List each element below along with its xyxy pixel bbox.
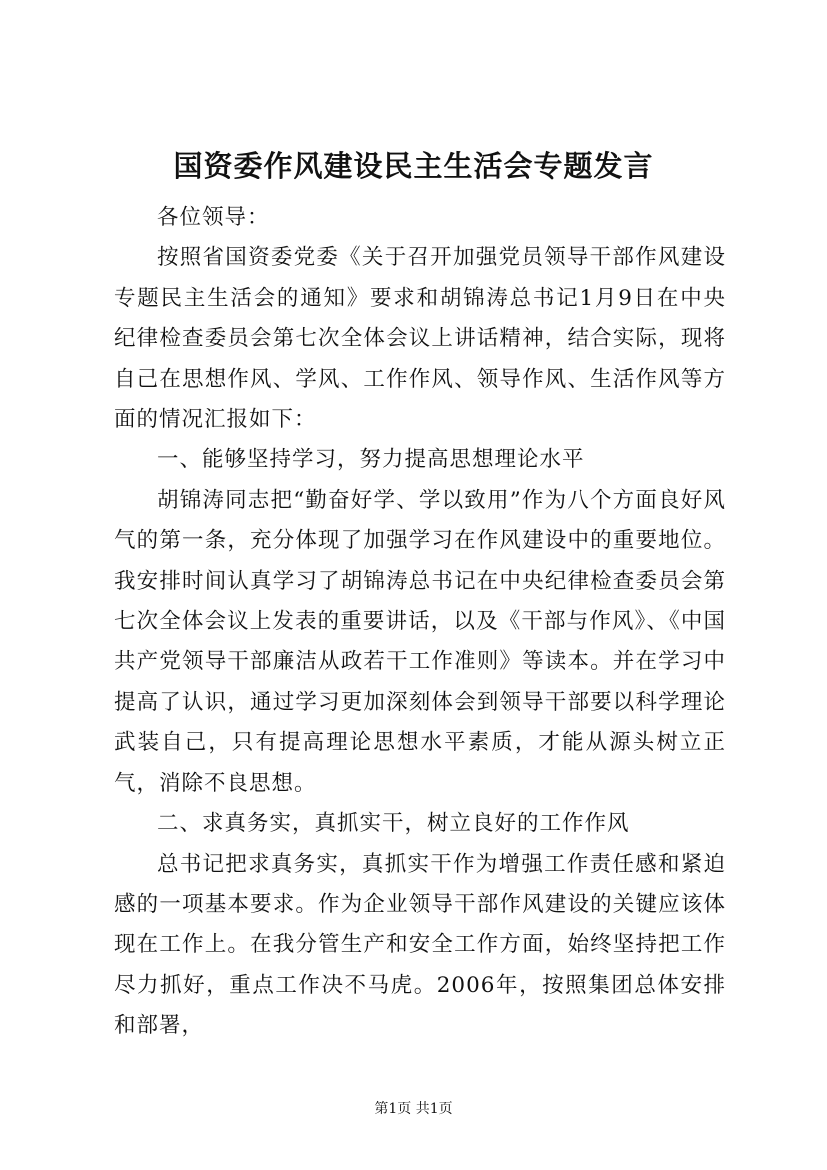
- page-footer: [0, 1099, 827, 1119]
- document-body: [114, 198, 726, 1047]
- salutation: 各位领导：: [157, 205, 270, 230]
- paragraph-section-2: 总书记把求真务实，真抓实干作为增强工作责任感和紧迫感的一项基本要求。作为企业领导干部作风建设的关键应该体现在工作上。在我分管生产和安全工作方面，始终坚持把工作尽力抓好，重点工作决不马虎。2006年，按照集团总体安排和部署，: [114, 851, 726, 1039]
- paragraph-intro: 按照省国资委党委《关于召开加强党员领导干部作风建设专题民主生活会的通知》要求和胡锦涛总书记1月9日在中央纪律检查委员会第七次全体会议上讲话精神，结合实际，现将自己在思想作风、学风、工作作风、领导作风、生活作风等方面的情况汇报如下：: [114, 245, 726, 433]
- section-heading-1: 一、能够坚持学习，努力提高思想理论水平: [157, 447, 585, 473]
- page-number-label: 第1页 共1页: [374, 1101, 453, 1117]
- paragraph-section-1: 胡锦涛同志把“勤奋好学、学以致用”作为八个方面良好风气的第一条，充分体现了加强学习在作风建设中的重要地位。我安排时间认真学习了胡锦涛总书记在中央纪律检查委员会第七次全体会议上发表的重要讲话，以及《干部与作风》、《中国共产党领导干部廉洁从政若干工作准则》等读本。并在学习中提高了认识，通过学习更加深刻体会到领导干部要以科学理论武装自己，只有提高理论思想水平素质，才能从源头树立正气，消除不良思想。: [114, 487, 726, 796]
- section-heading-2: 二、求真务实，真抓实干，树立良好的工作作风: [157, 811, 630, 837]
- document-title: 国资委作风建设民主生活会专题发言: [173, 149, 654, 183]
